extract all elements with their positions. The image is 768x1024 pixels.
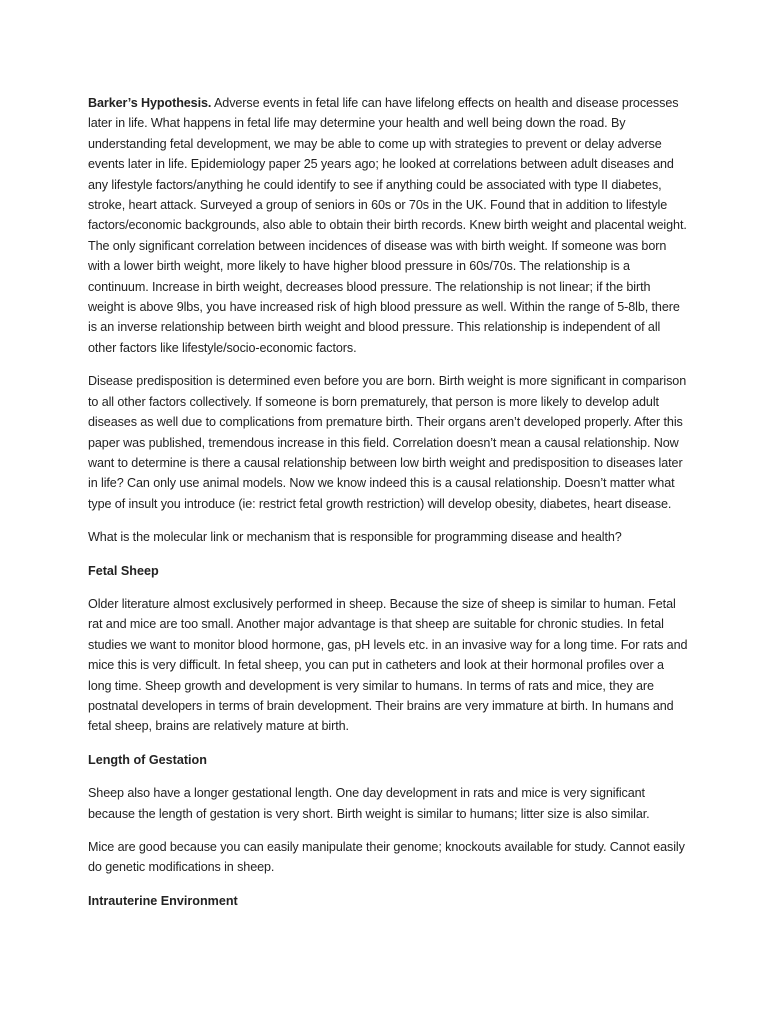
barkers-hypothesis-body: Adverse events in fetal life can have lifelong effects on health and disease processes later in life. What happens in fetal life may determine your health and well being down the road. By understanding fetal development, we may be able to come up with strategies to prevent or delay adverse events later in life. Epidemiology paper 25 years ago; he looked at correlations between adult diseases and any lifestyle factors/anything he could identify to see if anything could be associated with type II diabetes, stroke, heart attack. Surveyed a group of seniors in 60s or 70s in the UK. Found that in addition to lifestyle factors/economic backgrounds, also able to obtain their birth records. Knew birth weight and placental weight. The only significant correlation between incidences of disease was with birth weight. If someone was born with a lower birth weight, more likely to have higher blood pressure in 60s/70s. The relationship is a continuum. Increase in birth weight, decreases blood pressure. The relationship is not linear; if the birth weight is above 9lbs, you have increased risk of high blood pressure as well. Within the range of 5-8lb, there is an inverse relationship between birth weight and blood pressure. This relationship is independent of all other factors like lifestyle/socio-economic factors. [88,96,687,355]
paragraph-barkers-hypothesis [88,93,688,358]
heading-fetal-sheep: Fetal Sheep [88,563,159,578]
paragraph-mice-genome: Mice are good because you can easily manipulate their genome; knockouts available for study. Cannot easily do genetic modifications in sheep. [88,840,685,875]
paragraph-gestational-length: Sheep also have a longer gestational length. One day development in rats and mice is very significant because the length of gestation is very short. Birth weight is similar to humans; litter size is also similar. [88,786,650,821]
paragraph-disease-predisposition: Disease predisposition is determined even before you are born. Birth weight is more significant in comparison to all other factors collectively. If someone is born prematurely, that person is more likely to develop adult diseases as well due to complications from premature birth. Their organs aren’t developed properly. After this paper was published, tremendous increase in this field. Correlation doesn’t mean a causal relationship. Now want to determine is there a causal relationship between low birth weight and predisposition to diseases later in life? Can only use animal models. Now we know indeed this is a causal relationship. Doesn’t matter what type of insult you introduce (ie: restrict fetal growth restriction) will develop obesity, diabetes, heart disease. [88,374,687,511]
paragraph-fetal-sheep: Older literature almost exclusively performed in sheep. Because the size of sheep is similar to human. Fetal rat and mice are too small. Another major advantage is that sheep are suitable for chronic studies. In fetal studies we want to monitor blood hormone, gas, pH levels etc. in an invasive way for a long time. For rats and mice this is very difficult. In fetal sheep, you can put in catheters and look at their hormonal profiles over a long time. Sheep growth and development is very similar to humans. In terms of rats and mice, they are postnatal developers in terms of brain development. Their brains are very immature at birth. In humans and fetal sheep, brains are relatively mature at birth. [88,596,688,734]
heading-intrauterine-environment: Intrauterine Environment [88,893,238,908]
document-page [88,93,688,924]
paragraph-molecular-link-question: What is the molecular link or mechanism that is responsible for programming disease and health? [88,530,622,545]
barkers-hypothesis-lead: Barker’s Hypothesis. [88,96,212,110]
heading-length-of-gestation: Length of Gestation [88,752,207,767]
